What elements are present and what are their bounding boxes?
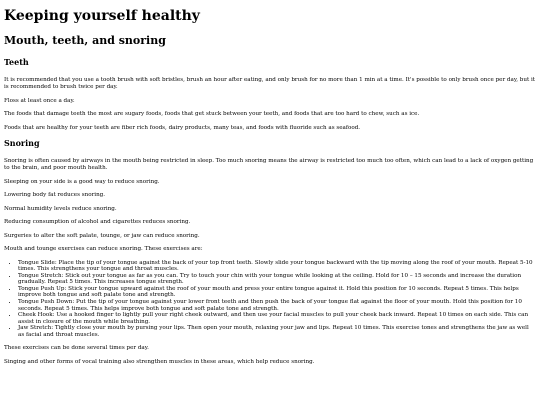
snoring-paragraph: Reducing consumption of alcohol and cigarettes reduces snoring.: [4, 219, 191, 225]
snoring-paragraph: Surgeries to alter the soft palate, tounge, or jaw can reduce snoring.: [4, 232, 200, 239]
snoring-paragraph: Snoring is often caused by airways in the mouth being restricted in sleep. Too much snoring means the airway is restricted too much too often, which can lead to a lack of oxygen getting to the brain, and poor mouth health.: [4, 158, 534, 171]
snoring-paragraph: Sleeping on your side is a good way to reduce snoring.: [4, 178, 160, 185]
snoring-paragraph: Mouth and tounge exercises can reduce snoring. These exercises are:: [4, 246, 203, 252]
list-item: • Jaw Stretch: Tightly close your mouth by pursing your lips. Then open your mouth, relaxing your jaw and lips. Repeat 10 times. This exercise tones and strengthens the jaw as well as facial and throat muscles.: [18, 325, 536, 338]
list-item: • Tongue Slide: Place the tip of your tongue against the back of your top front teeth. Slowly slide your tongue backward with the tip moving along the roof of your mouth. Repeat 5-10 times. This strengthens your tongue and throat muscles.: [18, 260, 536, 273]
exercise-list: [4, 260, 536, 339]
list-item: • Tongue Push Up: Stick your tongue upward against the roof of your mouth and press your entire tongue against it. Hold this position for 10 seconds. Repeat 5 times. This helps improve both tongue and soft palate tone and strength.: [18, 286, 536, 299]
teeth-paragraph: The foods that damage teeth the most are sugary foods, foods that get stuck between your teeth, and foods that are too hard to chew, such as ice.: [4, 111, 420, 117]
teeth-paragraph: Foods that are healthy for your teeth are fiber rich foods, dairy products, many teas, and foods with fluoride such as seafood.: [4, 124, 361, 131]
snoring-paragraph: Normal humidity levels reduce snoring.: [4, 205, 117, 212]
snoring-paragraph: Singing and other forms of vocal training also strengthen muscles in these areas, which help reduce snoring.: [4, 358, 315, 365]
list-item: • Tongue Push Down: Put the tip of your tongue against your lower front teeth and then push the back of your tongue flat against the floor of your mouth. Hold this position for 10 seconds. Repeat 5 times. This helps improve both tongue and soft palate tone and strength.: [18, 299, 536, 312]
snoring-heading: Snoring: [4, 138, 40, 148]
teeth-heading: Teeth: [4, 57, 29, 67]
teeth-paragraph: Floss at least once a day.: [4, 97, 75, 104]
list-item: • Cheek Hook: Use a hooked finger to lightly pull your right cheek outward, and then use your facial muscles to pull your cheek back inward. Repeat 10 times on each side. This can assist in closure of the mouth while breathing.: [18, 312, 536, 325]
teeth-paragraph: It is recommended that you use a tooth brush with soft bristles, brush an hour after eating, and only brush for no more than 1 min at a time. It's possible to only brush once per day, but it is recommended to brush twice per day.: [4, 77, 536, 90]
section-title: Mouth, teeth, and snoring: [4, 34, 166, 47]
snoring-paragraph: Lowering body fat reduces snoring.: [4, 192, 106, 198]
snoring-paragraph: These exercises can be done several times per day.: [4, 345, 149, 352]
page-title: Keeping yourself healthy: [4, 8, 200, 24]
list-item: • Tongue Stretch: Stick out your tongue as far as you can. Try to touch your chin with your tongue while looking at the ceiling. Hold for 10 – 15 seconds and increase the duration gradually. Repeat 5 times. This increases tongue strength.: [18, 273, 536, 286]
